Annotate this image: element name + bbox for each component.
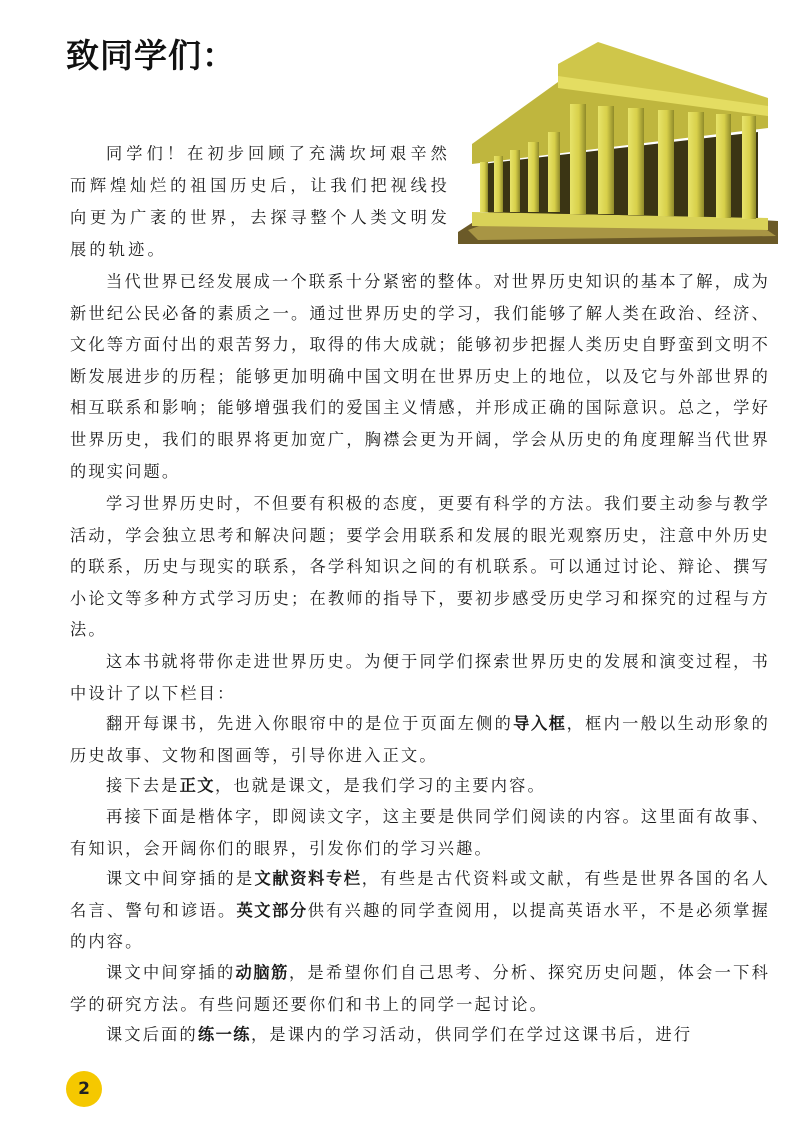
- paragraph-main-text: 接下去是正文，也就是课文，是我们学习的主要内容。: [106, 776, 546, 795]
- paragraph-documents: 课文中间穿插的是文献资料专栏，有些是古代资料或文献，有些是世界各国的名人名言、警句和谚语。英文部分供有兴趣的同学查阅用，以提高英语水平，不是必须掌握的内容。: [70, 869, 771, 952]
- page-title: 致同学们：: [66, 36, 236, 75]
- term-documents: 文献资料专栏: [254, 869, 362, 888]
- term-practice: 练一练: [197, 1025, 251, 1044]
- paragraph-modern-world: 当代世界已经发展成一个联系十分紧密的整体。对世界历史知识的基本了解，成为新世纪公民必备的素质之一。通过世界历史的学习，我们能够了解人类在政治、经济、文化等方面付出的艰苦努力，取得的伟大成就；能够初步把握人类历史自野蛮到文明不断发展进步的历程；能够更加明确中国文明在世界历史上的地位，以及它与外部世界的相互联系和影响；能够增强我们的爱国主义情感，并形成正确的国际意识。总之，学好世界历史，我们的眼界将更加宽广，胸襟会更为开阔，学会从历史的角度理解当代世界的现实问题。: [70, 272, 770, 481]
- parthenon-image: [458, 36, 778, 244]
- term-lead-box: 导入框: [513, 714, 567, 733]
- paragraph-study-method: 学习世界历史时，不但要有积极的态度，更要有科学的方法。我们要主动参与教学活动，学会独立思考和解决问题；要学会用联系和发展的眼光观察历史，注意中外历史的联系，历史与现实的联系，各学科知识之间的有机联系。可以通过讨论、辩论、撰写小论文等多种方式学习历史；在教师的指导下，要初步感受历史学习和探究的过程与方法。: [70, 494, 770, 640]
- paragraph-practice: 课文后面的练一练，是课内的学习活动，供同学们在学过这课书后，进行: [106, 1025, 693, 1044]
- paragraph-reading-text: 再接下面是楷体字，即阅读文字，这主要是供同学们阅读的内容。这里面有故事、有知识，会开阔你们的眼界，引发你们的学习兴趣。: [70, 807, 770, 858]
- paragraph-think: 课文中间穿插的动脑筋，是希望你们自己思考、分析、探究历史问题，体会一下科学的研究方法。有些问题还要你们和书上的同学一起讨论。: [70, 963, 770, 1014]
- term-think: 动脑筋: [235, 963, 289, 982]
- paragraph-book-intro: 这本书就将带你走进世界历史。为便于同学们探索世界历史的发展和演变过程，书中设计了以下栏目：: [70, 652, 770, 703]
- page-number-badge: 2: [66, 1071, 102, 1107]
- term-english-section: 英文部分: [236, 900, 308, 920]
- paragraph-lead-box: 翻开每课书，先进入你眼帘中的是位于页面左侧的导入框，框内一般以生动形象的历史故事、文物和图画等，引导你进入正文。: [70, 714, 771, 765]
- intro-paragraph: 同学们！在初步回顾了充满坎坷艰辛然而辉煌灿烂的祖国历史后，让我们把视线投向更为广袤的世界，去探寻整个人类文明发展的轨迹。: [70, 144, 450, 259]
- term-main-text: 正文: [179, 776, 215, 795]
